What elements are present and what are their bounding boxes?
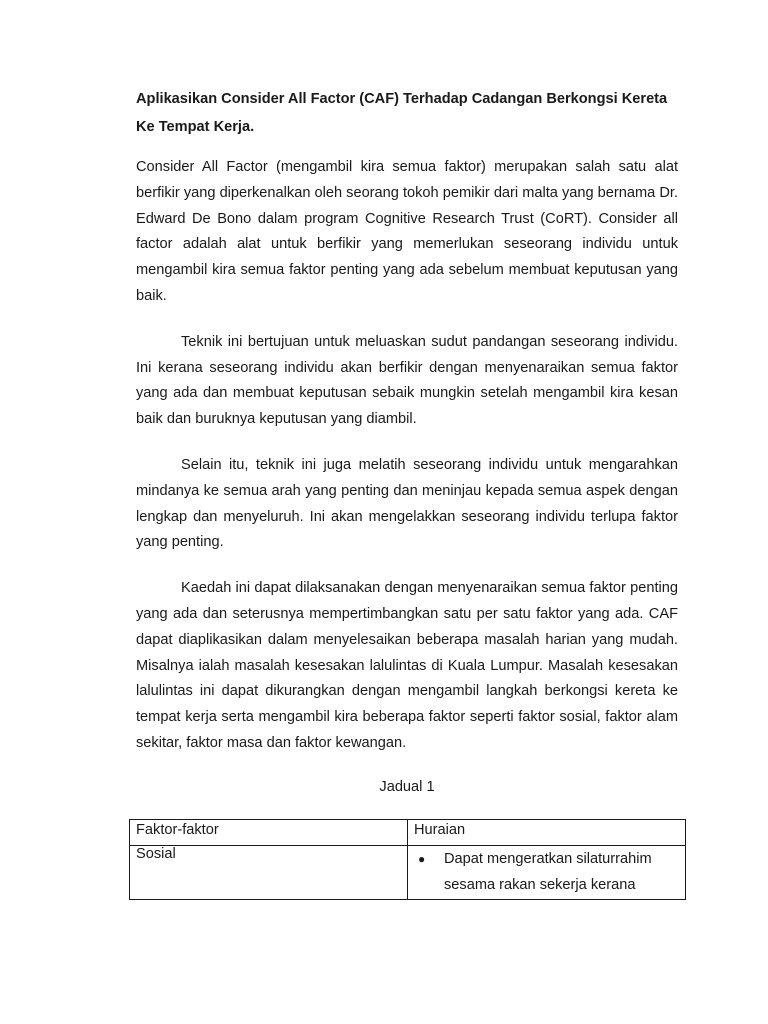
bullet-list-item	[414, 846, 679, 898]
table-caption: Jadual 1	[379, 778, 435, 795]
table-row	[130, 846, 686, 900]
table-header-factor: Faktor-faktor	[130, 820, 408, 846]
paragraph-2: Teknik ini bertujuan untuk meluaskan sudut pandangan seseorang individu. Ini kerana seseorang individu akan berfikir dengan menyenaraikan semua faktor yang ada dan membuat keputusan sebaik mungkin setelah mengambil kira kesan baik dan buruknya keputusan yang diambil.	[136, 333, 678, 428]
paragraph-4: Kaedah ini dapat dilaksanakan dengan menyenaraikan semua faktor penting yang ada dan seterusnya mempertimbangkan satu per satu faktor yang ada. CAF dapat diaplikasikan dalam menyelesaikan beberapa masalah harian yang mudah. Misalnya ialah masalah kesesakan lalulintas di Kuala Lumpur. Masalah kesesakan lalulintas ini dapat dikurangkan dengan mengambil langkah berkongsi kereta ke tempat kerja serta mengambil kira beberapa faktor seperti faktor sosial, faktor alam sekitar, faktor masa dan faktor kewangan.	[136, 580, 678, 751]
paragraph-1: Consider All Factor (mengambil kira semua faktor) merupakan salah satu alat berfikir yang diperkenalkan oleh seorang tokoh pemikir dari malta yang bernama Dr. Edward De Bono dalam program Cognitive Research Trust (CoRT). Consider all factor adalah alat untuk berfikir yang memerlukan seseorang individu untuk mengambil kira semua faktor penting yang ada sebelum membuat keputusan yang baik.	[136, 159, 678, 304]
bullet-icon: ●	[418, 852, 426, 866]
table-cell-factor: Sosial	[130, 846, 408, 900]
table-header-description: Huraian	[408, 820, 686, 846]
document-title: Aplikasikan Consider All Factor (CAF) Terhadap Cadangan Berkongsi Kereta Ke Tempat Kerja.	[136, 91, 668, 135]
bullet-text-line-2: sesama rakan sekerja kerana	[444, 877, 636, 893]
table-header-row	[130, 820, 686, 846]
document-page	[136, 85, 678, 819]
factors-table	[129, 819, 686, 900]
paragraph-3: Selain itu, teknik ini juga melatih seseorang individu untuk mengarahkan mindanya ke semua arah yang penting dan meninjau kepada semua aspek dengan lengkap dan menyeluruh. Ini akan mengelakkan seseorang individu terlupa faktor yang penting.	[136, 456, 678, 551]
bullet-text	[444, 846, 652, 898]
bullet-text-line-1: Dapat mengeratkan silaturrahim	[444, 851, 652, 867]
table-cell-description	[408, 846, 686, 900]
